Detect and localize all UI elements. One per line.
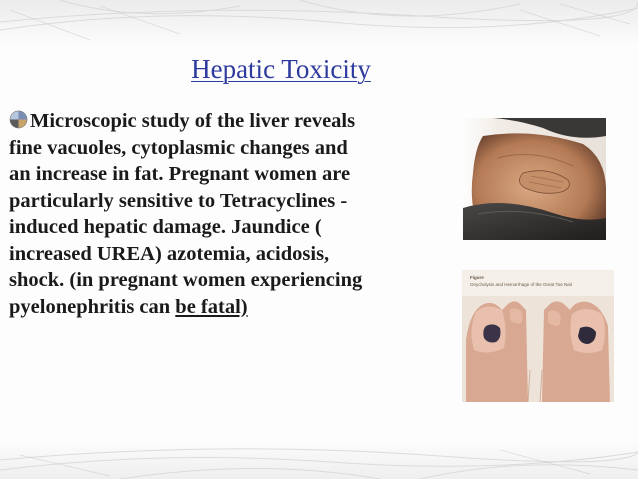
body-line-text: Microscopic study of the liver reveals bbox=[30, 110, 356, 132]
body-line bbox=[9, 294, 459, 321]
quadrant-circle-bullet-icon bbox=[9, 110, 28, 129]
underlined-phrase: be fatal) bbox=[175, 295, 248, 318]
slide-title-text: Hepatic Toxicity bbox=[191, 54, 371, 84]
body-line: an increase in fat. Pregnant women are bbox=[9, 163, 351, 185]
body-line: increased UREA) azotemia, acidosis, bbox=[9, 242, 330, 265]
body-line bbox=[9, 108, 459, 135]
figure-caption: Onycholysis and Hemorrhage of the Great Toe Nail bbox=[470, 282, 572, 287]
toenail-figure bbox=[462, 270, 614, 402]
body-line: particularly sensitive to Tetracyclines - bbox=[9, 189, 348, 212]
body-line-text: pyelonephritis can bbox=[9, 295, 176, 318]
toenail-illustration bbox=[462, 270, 614, 402]
body-line: induced hepatic damage. Jaundice ( bbox=[9, 216, 322, 238]
body-paragraph bbox=[9, 108, 459, 320]
body-line: shock. (in pregnant women experiencing bbox=[9, 269, 363, 291]
figure-label: Figure bbox=[470, 275, 484, 280]
pregnant-woman-photo bbox=[463, 118, 606, 240]
pregnant-woman-illustration bbox=[463, 118, 606, 240]
slide-title bbox=[0, 54, 638, 85]
body-line: fine vacuoles, cytoplasmic changes and bbox=[9, 136, 348, 159]
